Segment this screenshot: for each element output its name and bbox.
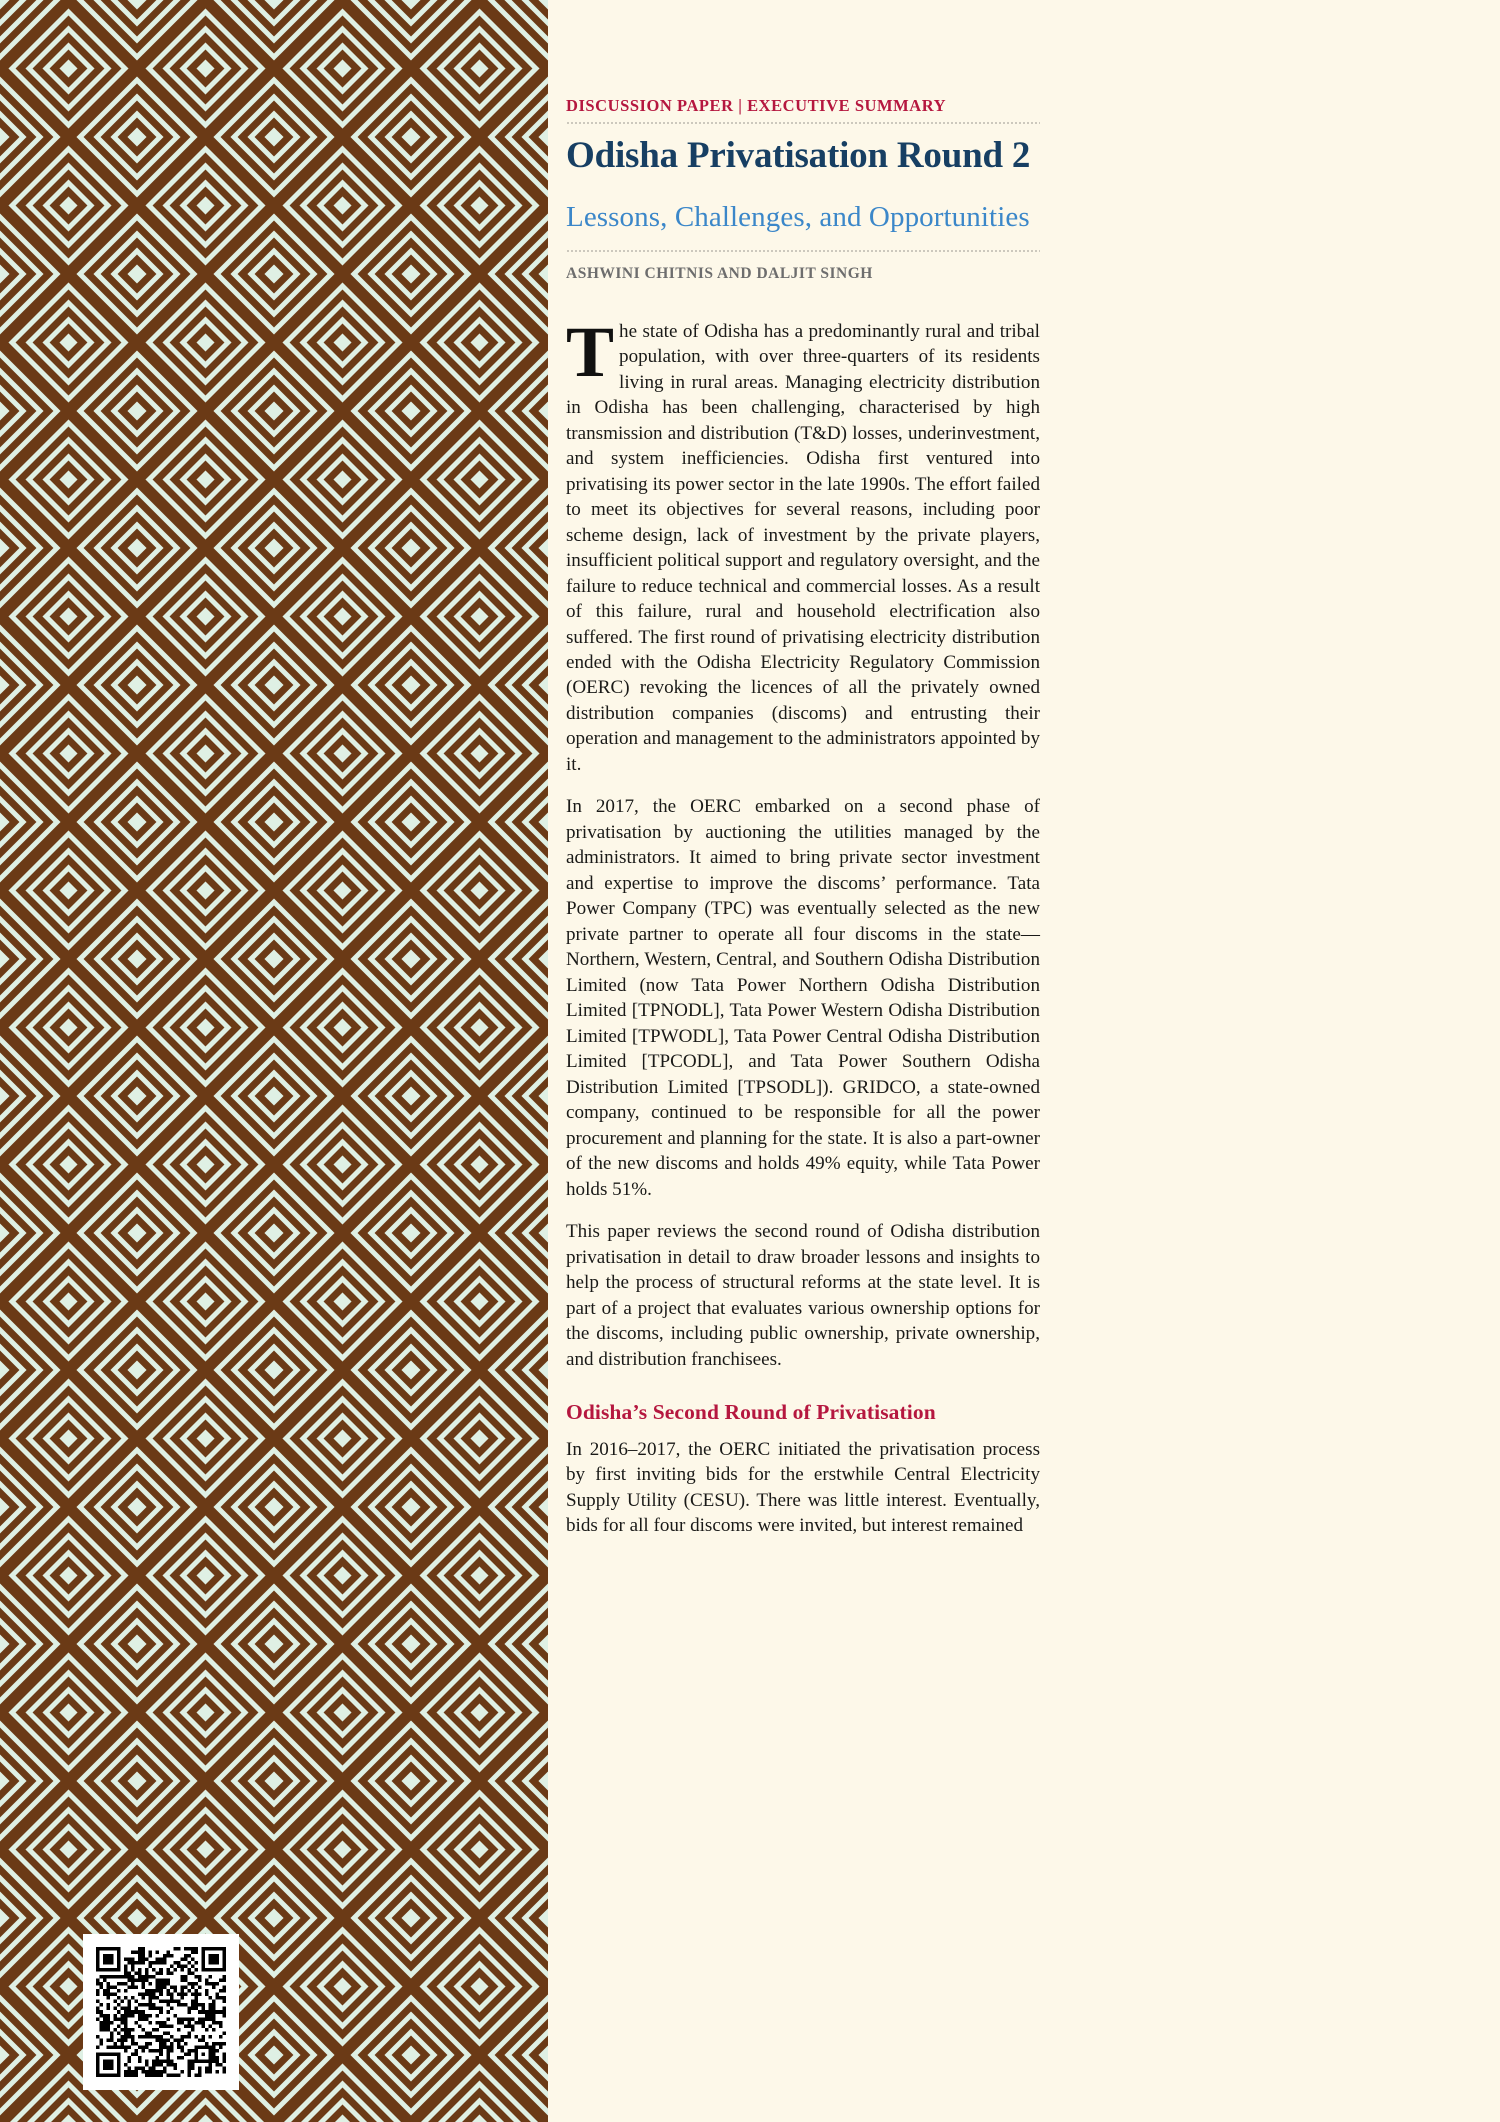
section-paragraph-1: In 2016–2017, the OERC initiated the privatisation process by first inviting bids for the erstwhile Central Electricity Supply Utility (CESU). There was little interest. Eventually, bids for all four discoms were invited, but interest remained [566,1438,1040,1537]
paper-type-kicker: DISCUSSION PAPER | EXECUTIVE SUMMARY [566,96,947,115]
authors-byline: ASHWINI CHITNIS AND DALJIT SINGH [566,264,873,282]
body-paragraph-1: The state of Odisha has a predominantly rural and tribal population, with over three-quarters of its residents living in rural areas. Managing electricity distribution in Odisha has been challenging, characterised by high transmission and distribution (T&D) losses, underinvestment, and system inefficiencies. Odisha first ventured into privatising its power sector in the late 1990s. The effort failed to meet its objectives for several reasons, including poor scheme design, lack of investment by the private players, insufficient political support and regulatory oversight, and the failure to reduce technical and commercial losses. As a result of this failure, rural and household electrification also suffered. The first round of privatising electricity distribution ended with the Odisha Electricity Regulatory Commission (OERC) revoking the licences of all the privately owned distribution companies (discoms) and entrusting their operation and management to the administrators appointed by it. [566,311,1040,775]
body-paragraph-2: In 2017, the OERC embarked on a second phase of privatisation by auctioning the utilities managed by the administrators. It aimed to bring private sector investment and expertise to improve the discoms’ performance. Tata Power Company (TPC) was eventually selected as the new private partner to operate all four discoms in the state—Northern, Western, Central, and Southern Odisha Distribution Limited (now Tata Power Northern Odisha Distribution Limited [TPNODL], Tata Power Western Odisha Distribution Limited [TPWODL], Tata Power Central Odisha Distribution Limited [TPCODL], and Tata Power Southern Odisha Distribution Limited [TPSODL]). GRIDCO, a state-owned company, continued to be responsible for all the power procurement and planning for the state. It is also a part-owner of the new discoms and holds 49% equity, while Tata Power holds 51%. [566,796,1040,1200]
section-heading: Odisha’s Second Round of Privatisation [566,1400,936,1425]
body-paragraph-3: This paper reviews the second round of Odisha distribution privatisation in detail to draw broader lessons and insights to help the process of structural reforms at the state level. It is part of a project that evaluates various ownership options for the discoms, including public ownership, private ownership, and distribution franchisees. [566,1221,1040,1370]
content-inner [566,97,1040,1539]
content-column [548,0,1500,2122]
divider-above-authors [566,250,1040,252]
page-subtitle: Lessons, Challenges, and Opportunities [566,200,1030,233]
qr-code-container[interactable] [83,1934,239,2090]
qr-code[interactable] [96,1947,226,2077]
divider-above-title [566,122,1040,124]
page-title: Odisha Privatisation Round 2 [566,135,1031,177]
cover-pattern-panel [0,0,548,2122]
concentric-diamond-pattern [0,0,548,2122]
